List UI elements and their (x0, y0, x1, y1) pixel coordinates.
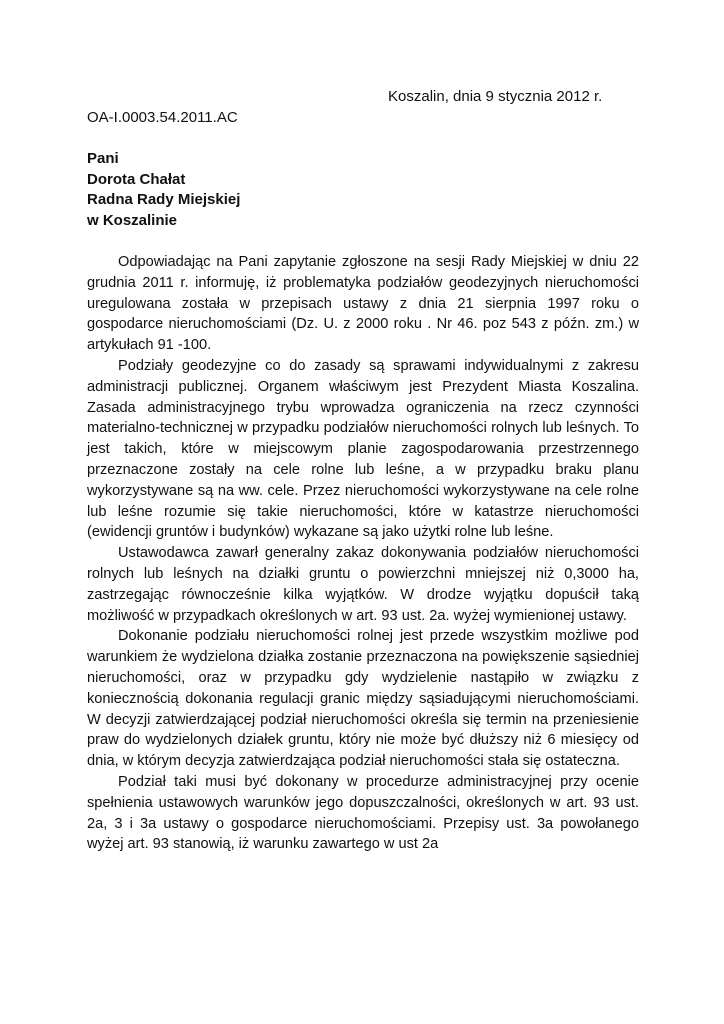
case-reference-number: OA-I.0003.54.2011.AC (87, 109, 238, 126)
addressee-title: Radna Rady Miejskiej (87, 191, 241, 208)
body-paragraph-intro: Odpowiadając na Pani zapytanie zgłoszone na sesji Rady Miejskiej w dniu 22 grudnia 2011 r. informuję, iż problematyka podziałów geodezyjnych nieruchomości uregulowana została w przepisach ustawy z dnia 21 sierpnia 1997 roku o gospodarce nieruchomościami (Dz. U. z 2000 roku . Nr 46. poz 543 z późn. zm.) w artykułach 91 -100. (87, 254, 639, 354)
place-and-date: Koszalin, dnia 9 stycznia 2012 r. (388, 88, 603, 105)
body-paragraph-conditions: Dokonanie podziału nieruchomości rolnej jest przede wszystkim możliwe pod warunkiem że wydzielona działka zostanie przeznaczona na powiększenie sąsiedniej nieruchomości, oraz w przypadku gdy wydzielenie nastąpiło w związku z koniecznością dokonania regulacji granic między sąsiadującymi nieruchomościami. W decyzji zatwierdzającej podział nieruchomości określa się termin na przeniesienie praw do wydzielonych działek gruntu, który nie może być dłuższy niż 6 miesięcy od dnia, w którym decyzja zatwierdzająca podział nieruchomości stała się ostateczna. (87, 628, 639, 770)
addressee-location: w Koszalinie (87, 211, 178, 229)
letter-body (87, 252, 639, 855)
body-paragraph-competence: Podziały geodezyjne co do zasady są sprawami indywidualnymi z zakresu administracji publicznej. Organem właściwym jest Prezydent Miasta Koszalina. Zasada administracyjnego trybu wprowadza ograniczenia na rzecz czynności materialno-technicznej w przypadku podziałów nieruchomości rolnych lub leśnych. To jest takich, które w miejscowym planie zagospodarowania przestrzennego przeznaczone zostały na cele rolne lub leśne, a w przypadku braku planu wykorzystywane są na ww. cele. Przez nieruchomości wykorzystywane na cele rolne lub leśne rozumie się takie nieruchomości, które w katastrze nieruchomości (ewidencji gruntów i budynków) wykazane są jako użytki rolne lub leśne. (87, 357, 639, 541)
addressee-name: Dorota Chałat (87, 170, 186, 188)
body-paragraph-prohibition: Ustawodawca zawarł generalny zakaz dokonywania podziałów nieruchomości rolnych lub leśnych na działki gruntu o powierzchni mniejszej niż 0,3000 ha, zastrzegając równocześnie kilka wyjątków. W drodze wyjątku dopuścił taką możliwość w przypadkach określonych w art. 93 ust. 2a. wyżej wymienionej ustawy. (87, 545, 639, 624)
body-paragraph-procedure: Podział taki musi być dokonany w procedurze administracyjnej przy ocenie spełnienia ustawowych warunków jego dopuszczalności, określonych w art. 93 ust. 2a, 3 i 3a ustawy o gospodarce nieruchomościami. Przepisy ust. 3a powołanego wyżej art. 93 stanowią, iż warunku zawartego w ust 2a (87, 773, 639, 853)
addressee-salutation: Pani (87, 150, 119, 167)
addressee-block (87, 149, 240, 231)
